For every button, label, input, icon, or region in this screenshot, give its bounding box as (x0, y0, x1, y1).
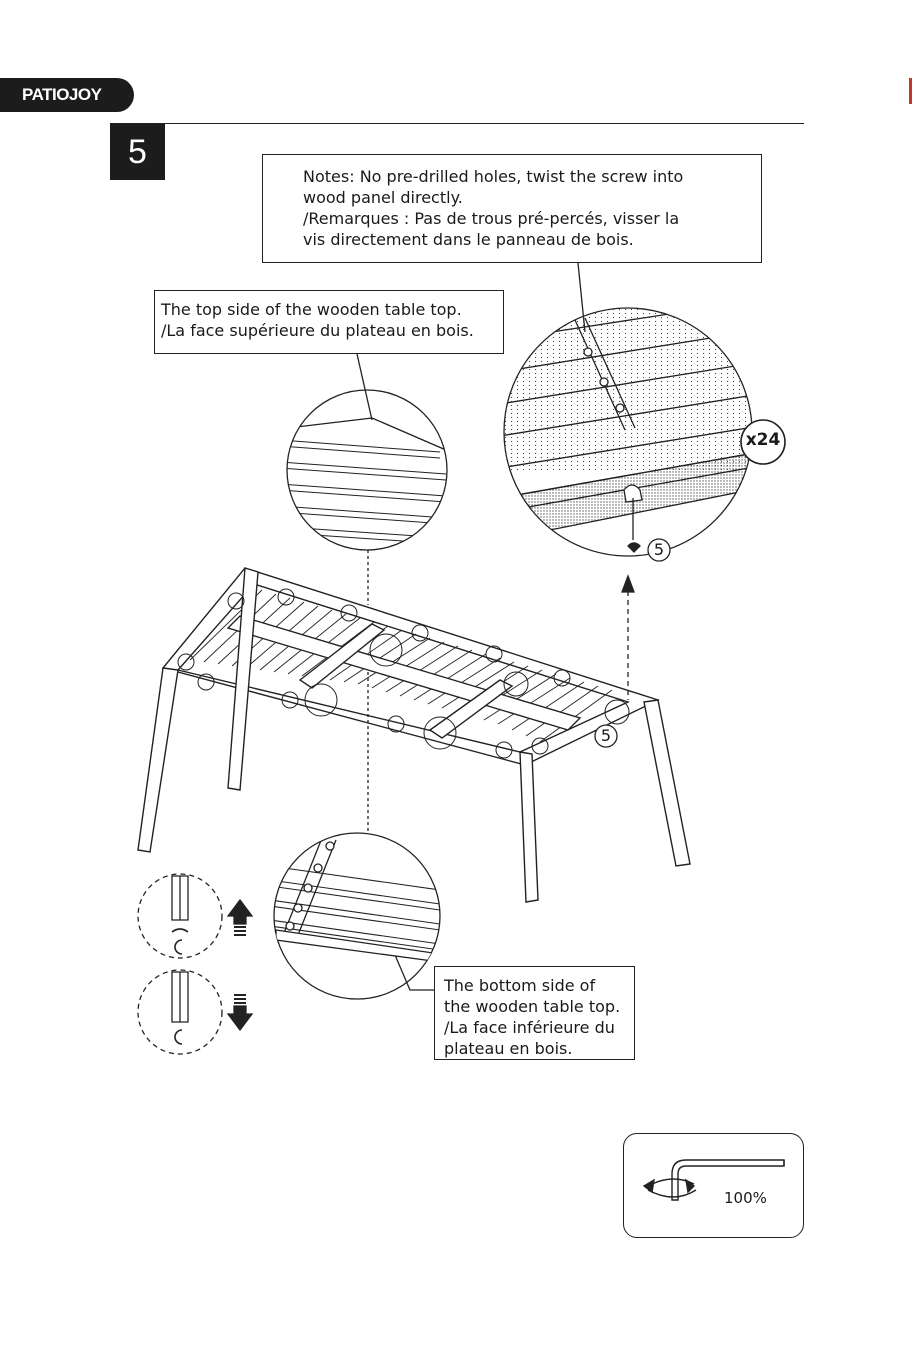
screw-note-box (262, 154, 762, 263)
note-line: /La face inférieure du (444, 1018, 615, 1037)
note-line: Notes: No pre-drilled holes, twist the screw into (303, 167, 684, 186)
bottom-side-label-box (434, 966, 635, 1060)
note-line: vis directement dans le panneau de bois. (303, 230, 634, 249)
note-line: The bottom side of (444, 976, 596, 995)
note-line: /Remarques : Pas de trous pré-percés, visser la (303, 209, 680, 228)
brand-logo: PATIOJOY (0, 78, 134, 112)
tightness-percent: 100% (724, 1189, 767, 1207)
screw-part-number: 5 (653, 540, 665, 559)
note-line: wood panel directly. (303, 188, 463, 207)
note-line: /La face supérieure du plateau en bois. (161, 321, 474, 340)
top-side-label-box (154, 290, 504, 354)
note-line: The top side of the wooden table top. (161, 300, 462, 319)
allen-key-tightness-box (623, 1133, 804, 1238)
table-screw-part-number: 5 (600, 726, 612, 745)
note-line: the wooden table top. (444, 997, 621, 1016)
quantity-label: x24 (745, 430, 781, 450)
note-line: plateau en bois. (444, 1039, 573, 1058)
step-number-badge: 5 (110, 124, 165, 180)
allen-key-icon (624, 1134, 802, 1236)
